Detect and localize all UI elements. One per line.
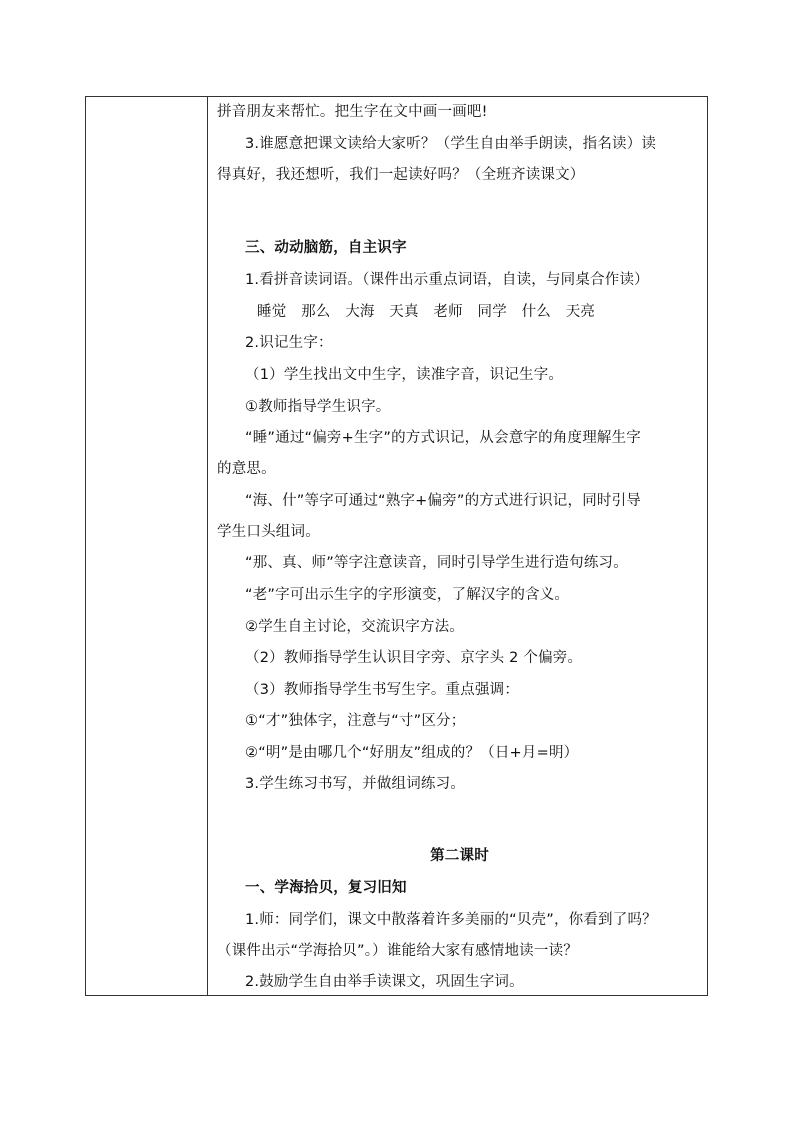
paragraph-line: “老”字可出示生字的字形演变，了解汉字的含义。 <box>245 587 570 603</box>
section-heading: 一、学海拾贝，复习旧知 <box>245 880 407 896</box>
paragraph-line: （课件出示“学海拾贝”。）谁能给大家有感情地读一读？ <box>217 943 578 959</box>
paragraph-line: 3.学生练习书写，并做组词练习。 <box>245 776 466 792</box>
paragraph-line: 拼音朋友来帮忙。把生字在文中画一画吧! <box>217 104 488 120</box>
paragraph-line: （2）教师指导学生认识目字旁、京字头 2 个偏旁。 <box>245 650 583 666</box>
paragraph-line: 2.识记生字： <box>245 335 333 351</box>
paragraph-line: ①教师指导学生识字。 <box>245 399 391 415</box>
paragraph-line: 学生口头组词。 <box>217 524 320 540</box>
paragraph-line: ②“明”是由哪几个“好朋友”组成的？（日+月=明） <box>245 745 579 761</box>
paragraph-line: （1）学生找出文中生字，读准字音，识记生字。 <box>245 367 564 383</box>
lesson-period-title: 第二课时 <box>430 848 489 864</box>
vocabulary-list: 睡觉 那么 大海 天真 老师 同学 什么 天亮 <box>257 304 596 320</box>
section-heading: 三、动动脑筋，自主识字 <box>245 240 407 256</box>
paragraph-line: 2.鼓励学生自由举手读课文，巩固生字词。 <box>245 974 524 990</box>
column-divider <box>207 97 208 995</box>
paragraph-line: 1.看拼音读词语。（课件出示重点词语，自读，与同桌合作读） <box>245 272 649 288</box>
paragraph-line: （3）教师指导学生书写生字。重点强调： <box>245 682 520 698</box>
paragraph-line: “那、真、师”等字注意读音，同时引导学生进行造句练习。 <box>245 555 628 571</box>
lesson-plan-table <box>85 96 708 996</box>
paragraph-line: 1.师：同学们，课文中散落着许多美丽的“贝壳”，你看到了吗？ <box>245 912 657 928</box>
paragraph-line: “海、什”等字可通过“熟字+偏旁”的方式进行识记，同时引导 <box>245 493 641 509</box>
paragraph-line: ①“才”独体字，注意与“寸”区分； <box>245 713 466 729</box>
paragraph-line: “睡”通过“偏旁+生字”的方式识记，从会意字的角度理解生字 <box>245 430 641 446</box>
paragraph-line: 3.谁愿意把课文读给大家听？（学生自由举手朗读，指名读）读 <box>245 136 657 152</box>
paragraph-line: 的意思。 <box>217 461 276 477</box>
paragraph-line: ②学生自主讨论，交流识字方法。 <box>245 619 464 635</box>
paragraph-line: 得真好，我还想听，我们一起读好吗？（全班齐读课文） <box>217 167 585 183</box>
